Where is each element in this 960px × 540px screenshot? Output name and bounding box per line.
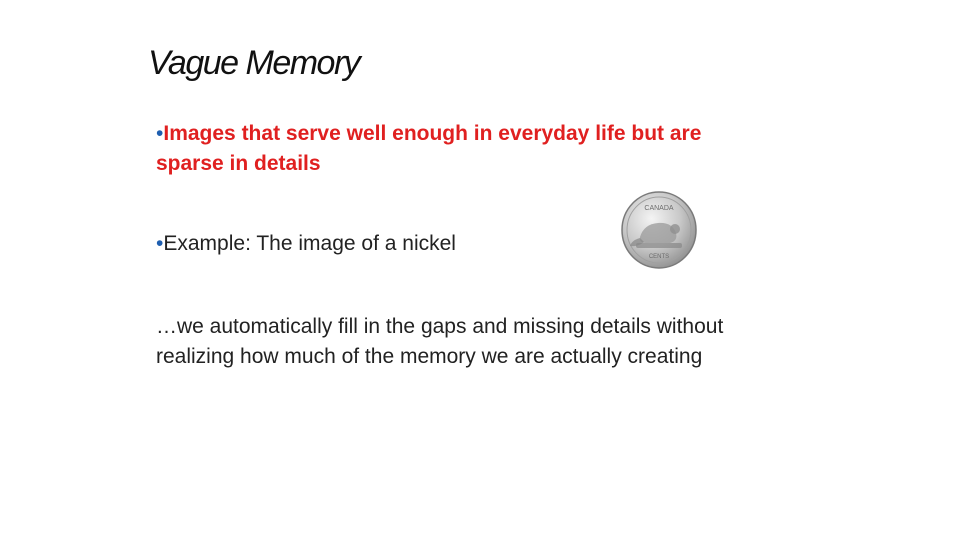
nickel-coin-image xyxy=(620,191,698,269)
bullet-definition xyxy=(156,119,756,179)
coin-top-text: CANADA xyxy=(644,205,674,212)
nickel-coin-icon xyxy=(620,191,698,269)
bullet-definition-text: Images that serve well enough in everyday life but are sparse in details xyxy=(156,122,702,175)
bullet-marker: • xyxy=(156,232,164,255)
bullet-marker: • xyxy=(156,122,164,145)
slide-title: Vague Memory xyxy=(148,44,360,82)
bullet-example xyxy=(156,229,576,259)
bullet-example-text: Example: The image of a nickel xyxy=(163,232,456,255)
coin-bottom-text: CENTS xyxy=(648,254,670,260)
note-paragraph: …we automatically fill in the gaps and missing details without realizing how much of the memory we are actually creating xyxy=(156,315,724,368)
